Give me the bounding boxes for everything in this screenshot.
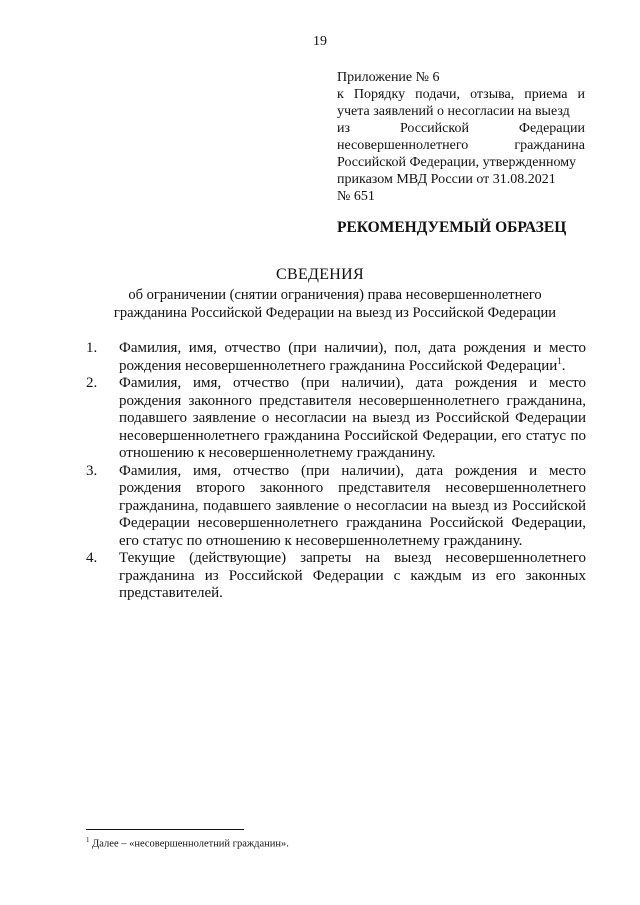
footnote xyxy=(86,836,289,850)
item-text-suffix: . xyxy=(561,357,566,374)
item-number: 1. xyxy=(86,340,98,356)
footnote-reference: 1 xyxy=(557,355,562,366)
appendix-line: № 651 xyxy=(337,189,375,204)
appendix-line: несовершеннолетнего гражданина xyxy=(337,138,585,153)
item-text: Фамилия, имя, отчество (при наличии), дата рождения и место рождения законного представителя несовершеннолетнего гражданина, подавшего заявление о несогласии на выезд из Российской Федерации несовершеннолетнего гражданина Российской Федерации, его статус по отношению к несовершеннолетнему гражданину. xyxy=(119,375,586,461)
footnote-text: Далее – «несовершеннолетний гражданин». xyxy=(92,838,289,850)
appendix-line: учета заявлений о несогласии на выезд xyxy=(337,104,570,119)
list-item xyxy=(86,550,586,603)
list-item xyxy=(86,340,586,375)
item-number: 3. xyxy=(86,462,98,479)
document-subtitle xyxy=(70,286,600,322)
page-number: 19 xyxy=(313,34,327,49)
appendix-header xyxy=(337,69,585,205)
item-text: Текущие (действующие) запреты на выезд несовершеннолетнего гражданина из Российской Федерации с каждым из его законных представителей. xyxy=(119,550,586,601)
item-text-body: Фамилия, имя, отчество (при наличии), пол, дата рождения и место рождения несовершеннолетнего гражданина Российской Федерации xyxy=(119,340,586,374)
footnote-marker: 1 xyxy=(86,836,90,844)
list-item xyxy=(86,375,586,463)
appendix-line: из Российской Федерации xyxy=(337,121,585,136)
item-number: 4. xyxy=(86,550,98,566)
recommended-sample-label: РЕКОМЕНДУЕМЫЙ ОБРАЗЕЦ xyxy=(337,219,567,236)
subtitle-line: об ограничении (снятии ограничения) права несовершеннолетнего xyxy=(128,287,542,303)
subtitle-line: гражданина Российской Федерации на выезд из Российской Федерации xyxy=(113,305,557,321)
list-item xyxy=(86,463,586,551)
appendix-line: приказом МВД России от 31.08.2021 xyxy=(337,172,556,187)
item-text xyxy=(119,340,586,375)
appendix-line: к Порядку подачи, отзыва, приема и xyxy=(337,87,585,102)
appendix-title: Приложение № 6 xyxy=(337,70,440,85)
document-heading: СВЕДЕНИЯ xyxy=(276,266,364,283)
item-text: Фамилия, имя, отчество (при наличии), дата рождения и место рождения второго законного представителя несовершеннолетнего гражданина, подавшего заявление о несогласии на выезд из Российской Федерации несовершеннолетнего гражданина Российской Федерации, его статус по отношению к несовершеннолетнему гражданину. xyxy=(119,462,586,549)
information-items-list xyxy=(86,340,586,603)
footnote-divider xyxy=(86,829,244,830)
item-number: 2. xyxy=(86,375,98,391)
appendix-line: Российской Федерации, утвержденному xyxy=(337,155,577,170)
